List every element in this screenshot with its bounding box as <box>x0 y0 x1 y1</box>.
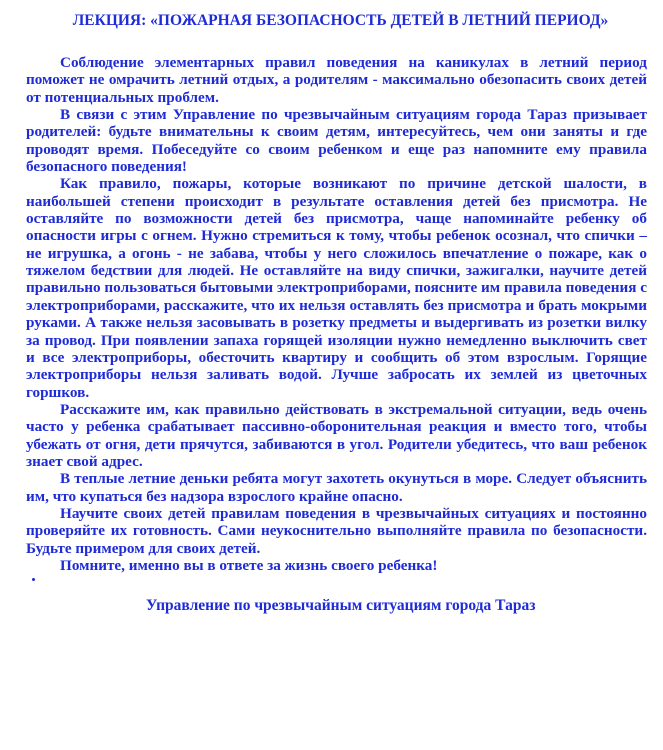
paragraph-7: Помните, именно вы в ответе за жизнь своего ребенка! <box>60 556 438 574</box>
paragraph-6: Научите своих детей правилам поведения в чрезвычайных ситуациях и постоянно проверяйте их готовность. Сами неукоснительно выполняйте правила по безопасности. Будьте примером для своих детей. <box>26 504 647 557</box>
paragraph-5: В теплые летние деньки ребята могут захотеть окунуться в море. Следует объяснить им, что купаться без надзора взрослого крайне опасно. <box>26 470 647 505</box>
paragraph-2: В связи с этим Управление по чрезвычайным ситуациям города Тараз призывает родителей: будьте внимательны к своим детям, интересуйтесь, чем они заняты и где проводят время. Побеседуйте со своим ребенком и еще раз напомните ему правила безопасного поведения! <box>26 106 647 176</box>
paragraph-3: Как правило, пожары, которые возникают по причине детской шалости, в наибольшей степени происходит в результате оставления детей без присмотра. Не оставляйте по возможности детей без присмотра, чаще напоминайте ребенку об опасности игры с огнем. Нужно стремиться к тому, чтобы ребенок осознал, что спички – не игрушка, а огонь - не забава, чтобы у него сложилось впечатление о пожаре, как о тяжелом бедствии для людей. Не оставляйте на виду спички, зажигалки, научите детей правильно пользоваться бытовыми электроприборами, поясните им правила поведения с электроприборами, расскажите, что их нельзя оставлять без присмотра и брать мокрыми руками. А также нельзя засовывать в розетку предметы и выдергивать из розетки вилку за провод. При появлении запаха горящей изоляции нужно немедленно выключить свет и все электроприборы, обесточить квартиру и сообщить об этом взрослым. Горящие электроприборы нельзя заливать водой. Лучше забросать их землей из цветочных горшков. <box>26 175 647 401</box>
document-title: ЛЕКЦИЯ: «ПОЖАРНАЯ БЕЗОПАСНОСТЬ ДЕТЕЙ В ЛЕТНИЙ ПЕРИОД» <box>72 12 609 29</box>
signature: Управление по чрезвычайным ситуациям города Тараз <box>146 597 536 615</box>
stray-dot-mark <box>32 578 35 581</box>
paragraph-1: Соблюдение элементарных правил поведения на каникулах в летний период поможет не омрачить летний отдых, а родителям - максимально обезопасить своих детей от потенциальных проблем. <box>26 54 647 106</box>
paragraph-4: Расскажите им, как правильно действовать в экстремальной ситуации, ведь очень часто у ребенка срабатывает пассивно-оборонительная реакция и вместо того, чтобы убежать от огня, дети прячутся, забиваются в угол. Родители убедитесь, что ваш ребенок знает свой адрес. <box>26 400 647 470</box>
